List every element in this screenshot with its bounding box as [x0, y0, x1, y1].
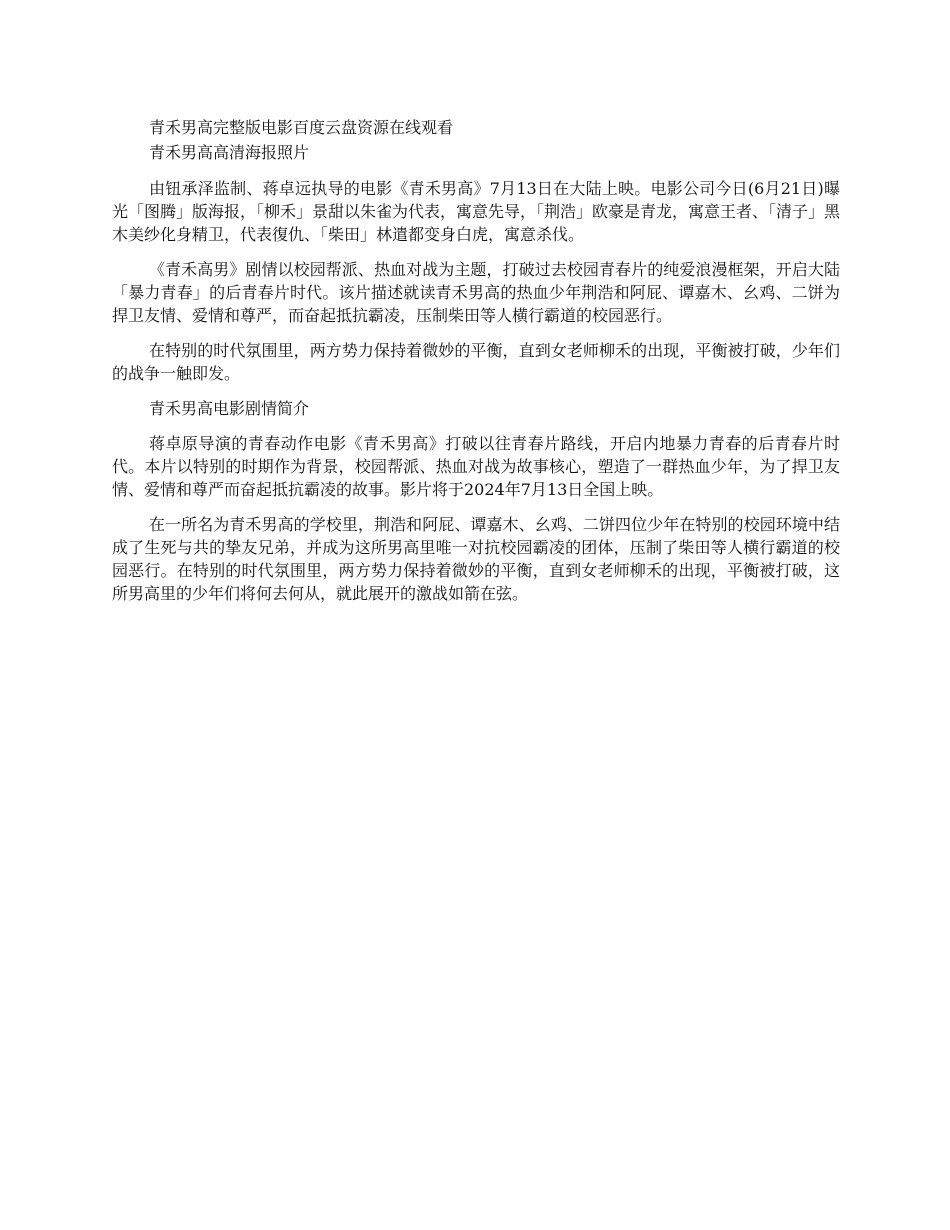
document-body — [112, 115, 840, 617]
paragraph-2: 《青禾高男》剧情以校园帮派、热血对战为主题，打破过去校园青春片的纯爱浪漫框架，开启大陆「暴力青春」的后青春片时代。该片描述就读青禾男高的热血少年荆浩和阿屁、谭嘉木、幺鸡、二饼为捍卫友情、爱情和尊严，而奋起抵抗霸凌，压制柴田等人横行霸道的校园恶行。 — [112, 260, 840, 325]
paragraph-1: 由钮承泽监制、蒋卓远执导的电影《青禾男高》7月13日在大陆上映。电影公司今日(6月21日)曝光「图腾」版海报，「柳禾」景甜以朱雀为代表，寓意先导，「荆浩」欧豪是青龙，寓意王者、「清子」黑木美纱化身精卫，代表復仇、「柴田」林遣都变身白虎，寓意杀伐。 — [112, 179, 841, 244]
paragraph-3: 在特别的时代氛围里，两方势力保持着微妙的平衡，直到女老师柳禾的出现，平衡被打破，少年们的战争一触即发。 — [112, 341, 840, 383]
synopsis-paragraph-1: 蒋卓原导演的青春动作电影《青禾男高》打破以往青春片路线，开启内地暴力青春的后青春片时代。本片以特别的时期作为背景，校园帮派、热血对战为故事核心，塑造了一群热血少年，为了捍卫友情、爱情和尊严而奋起抵抗霸凌的故事。影片将于2024年7月13日全国上映。 — [112, 434, 840, 499]
section-heading: 青禾男高电影剧情简介 — [149, 399, 310, 418]
document-title-line-1: 青禾男高完整版电影百度云盘资源在线观看 — [149, 118, 454, 137]
spacer — [112, 165, 840, 177]
synopsis-paragraph-2: 在一所名为青禾男高的学校里，荆浩和阿屁、谭嘉木、幺鸡、二饼四位少年在特别的校园环境中结成了生死与共的挚友兄弟，并成为这所男高里唯一对抗校园霸凌的团体，压制了柴田等人横行霸道的校园恶行。在特别的时代氛围里，两方势力保持着微妙的平衡，直到女老师柳禾的出现，平衡被打破，这所男高里的少年们将何去何从，就此展开的激战如箭在弦。 — [112, 515, 840, 603]
document-title-line-2: 青禾男高高清海报照片 — [149, 143, 310, 162]
